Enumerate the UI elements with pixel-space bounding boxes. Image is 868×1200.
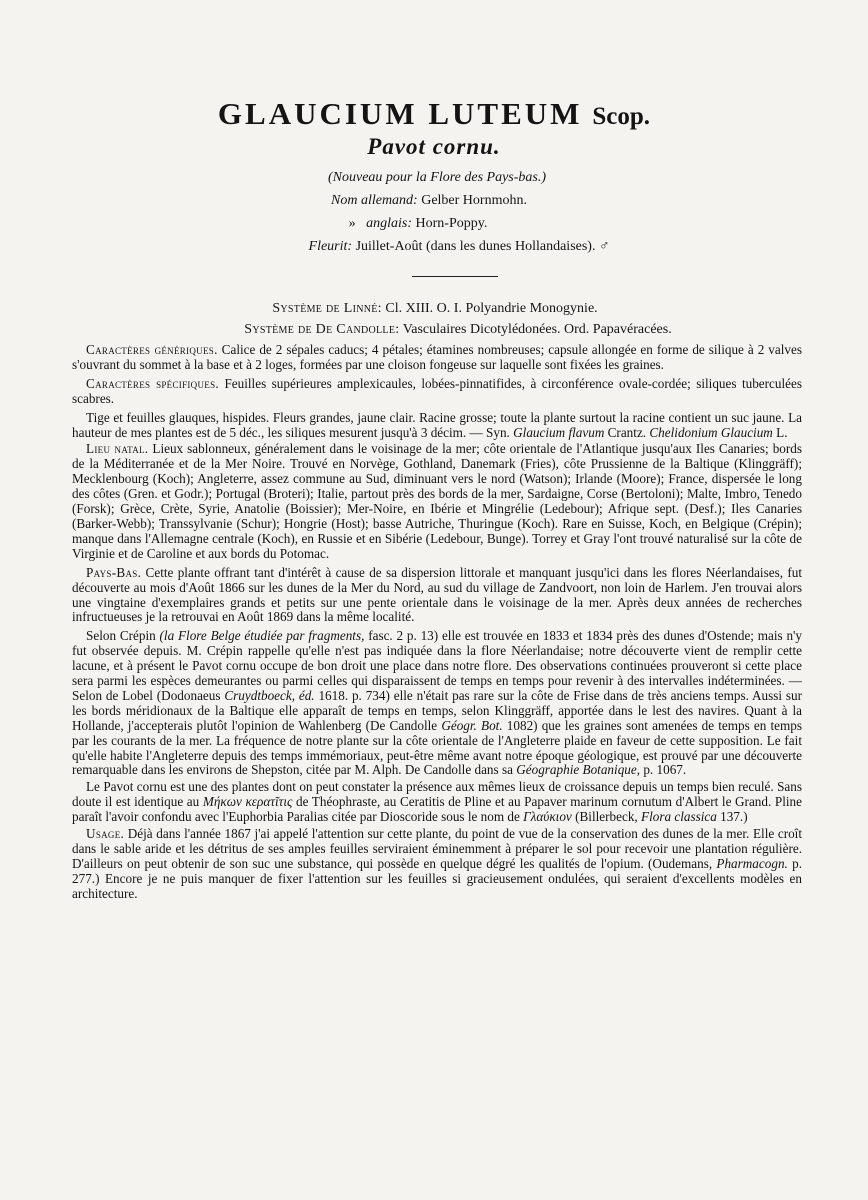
common-name: Pavot cornu. bbox=[367, 134, 501, 159]
meta-flowering: Fleurit: Juillet-Août (dans les dunes Hollandaises). ♂ bbox=[308, 239, 610, 254]
paragraph-stem: Tige et feuilles glauques, hispides. Fleurs grandes, jaune clair. Racine grosse; toute la plante surtout la racine contient un suc jaune. La hauteur de mes plantes est de 5 déc., les siliques mesurent jusqu'à 3 décim. — Syn. Glaucium flavum Crantz. Chelidonium Glaucium L. bbox=[72, 409, 802, 440]
paragraph-usage: Usage. Déjà dans l'année 1867 j'ai appelé l'attention sur cette plante, du point de vue de la conservation des dunes de la mer. Elle croît dans le sable aride et les détritus de ses amples feuilles serviraient éminemment à préparer le sol pour recevoir une plantation régulière. D'ailleurs on peut obtenir de son suc une substance, qui possède en quelque dégré les qualités de l'opium. (Oudemans, Pharmacogn. p. 277.) Encore je ne puis manquer de fixer l'attention sur les feuilles si gracieusement ondulées, qui seraient d'excellents modèles en architecture. bbox=[72, 826, 803, 901]
paragraph-habitat: Lieu natal. Lieux sablonneux, généralement dans le voisinage de la mer; côte orientale de l'Atlantique jusqu'aux Iles Canaries; bords de la Méditerranée et de la Mer Noire. Trouvé en Norvège, Gothland, Danemark (Fries), côte Prussienne de la Baltique (Klinggräff); Mecklenbourg (Koch); Angleterre, assez commune au Sud, diminuant vers le nord (Watson); Irlande (Moore); France, dispersée le long des côtes (Gren. et Godr.); Portugal (Broteri); Italie, partout près des bords de la mer, Sardaigne, Corse (Bertoloni); Malte, Imbro, Tenedo (Forsk); Grèce, Crète, Syrie, Anatolie (Boissier); Mer-Noire, en Ibérie et Mingrélie (Ledebour); Afrique sept. (Desf.); Iles Canaries (Barker-Webb); Transsylvanie (Schur); Hongrie (Host); basse Autriche, Thuringue (Koch). Rare en Suisse, Koch, en Belgique (Crépin); manque dans l'Allemagne centrale (Koch), en Russie et en Sibérie (Ledebour, Bunge). Torrey et Gray l'ont trouvé naturalisé sur la côte de Virginie et de Caroline et aux bords du Potomac. bbox=[72, 441, 802, 561]
meta-note: (Nouveau pour la Flore des Pays-bas.) bbox=[328, 170, 546, 185]
meta-english: » anglais: Horn-Poppy. bbox=[348, 216, 488, 231]
paragraph-crepin: Selon Crépin (la Flore Belge étudiée par fragments, fasc. 2 p. 13) elle est trouvée en 1833 et 1834 près des dunes d'Ostende; mais n'y fut observée depuis. M. Crépin rappelle qu'elle n'est pas indiquée dans la flore Néerlandaise; notre découverte vient de remplir cette lacune, et à présent le Pavot cornu occupe de bon droit une place dans notre flore. Des observations continuées prouveront si cette place sera parmi les espèces demeurantes ou parmi celles qui disparaissent de temps en temps pour revenir à des intervalles indéterminées. — Selon de Lobel (Dodonaeus Cruydtboeck, éd. 1618. p. 734) elle n'était pas rare sur la côte de Frise dans de très anciens temps. Aussi sur les bords méridionaux de la Baltique elle apparaît de temps en temps, selon Klinggräff, apportée dans le lest des navires. Quant à la Hollande, j'accepterais plutôt l'opinion de Wahlenberg (De Candolle Géogr. Bot. 1082) que les graines sont amenées de temps en temps par les courants de la mer. La fréquence de notre plante sur la côte orientale de l'Angleterre plaide en faveur de cette supposition. Le fait qu'elle habite l'Angleterre depuis des temps immémoriaux, peut-être même avant notre époque géologique, est prouvé par une découverte remarquable dans les environs de Shepston, citée par M. Alph. De Candolle dans sa Géographie Botanique, p. 1067. bbox=[72, 628, 803, 778]
paragraph-specific: Caractères spécifiques. Feuilles supérieures amplexicaules, lobées-pinnatifides, à circonférence ovale-cordée; siliques tuberculées scabres. bbox=[72, 375, 803, 406]
page-title bbox=[0, 96, 868, 132]
paragraph-pavot: Le Pavot cornu est une des plantes dont on peut constater la présence aux mêmes lieux de croissance depuis un temps bien reculé. Sans doute il est identique au Μήκων κερατῖτις de Théophraste, au Ceratitis de Pline et au Papaver marinum cornutum d'Albert le Grand. Pline paraît l'avoir confondu avec l'Euphorbia Paralias citée par Dioscoride sous le nom de Γλαύκιον (Billerbeck, Flora classica 137.) bbox=[72, 779, 803, 825]
system-linne: Système de Linné: Cl. XIII. O. I. Polyandrie Monogynie. bbox=[272, 301, 598, 316]
title-author: Scop. bbox=[592, 103, 651, 130]
meta-german: Nom allemand: Gelber Hornmohn. bbox=[331, 193, 527, 208]
article-body bbox=[72, 343, 802, 906]
divider bbox=[412, 276, 498, 277]
system-candolle: Système de De Candolle: Vasculaires Dicotylédonées. Ord. Papavéracées. bbox=[244, 322, 672, 337]
paragraph-generic: Caractères génériques. Calice de 2 sépales caducs; 4 pétales; étamines nombreuses; capsule allongée en forme de silique à 2 valves s'ouvrant du sommet à la base et à 2 loges, formées par une cloison fongeuse sur laquelle sont fixées les graines. bbox=[72, 342, 802, 372]
paragraph-pays-bas: Pays-Bas. Cette plante offrant tant d'intérêt à cause de sa dispersion littorale et manquant jusqu'ici dans les flores Néerlandaises, fut découverte au mois d'Août 1866 sur les dunes de la Mer du Nord, au sud du village de Zandvoort, non loin de Harlem. J'en trouvai alors une vingtaine d'exemplaires grands et petits sur une pente orientale dans le voisinage de la mer. Après deux années de recherches infructueuses je la retrouvai en Août 1869 dans la même localité. bbox=[72, 564, 802, 625]
title-main: GLAUCIUM LUTEUM bbox=[217, 96, 583, 131]
systems-block bbox=[0, 298, 868, 340]
meta-block bbox=[0, 166, 868, 258]
